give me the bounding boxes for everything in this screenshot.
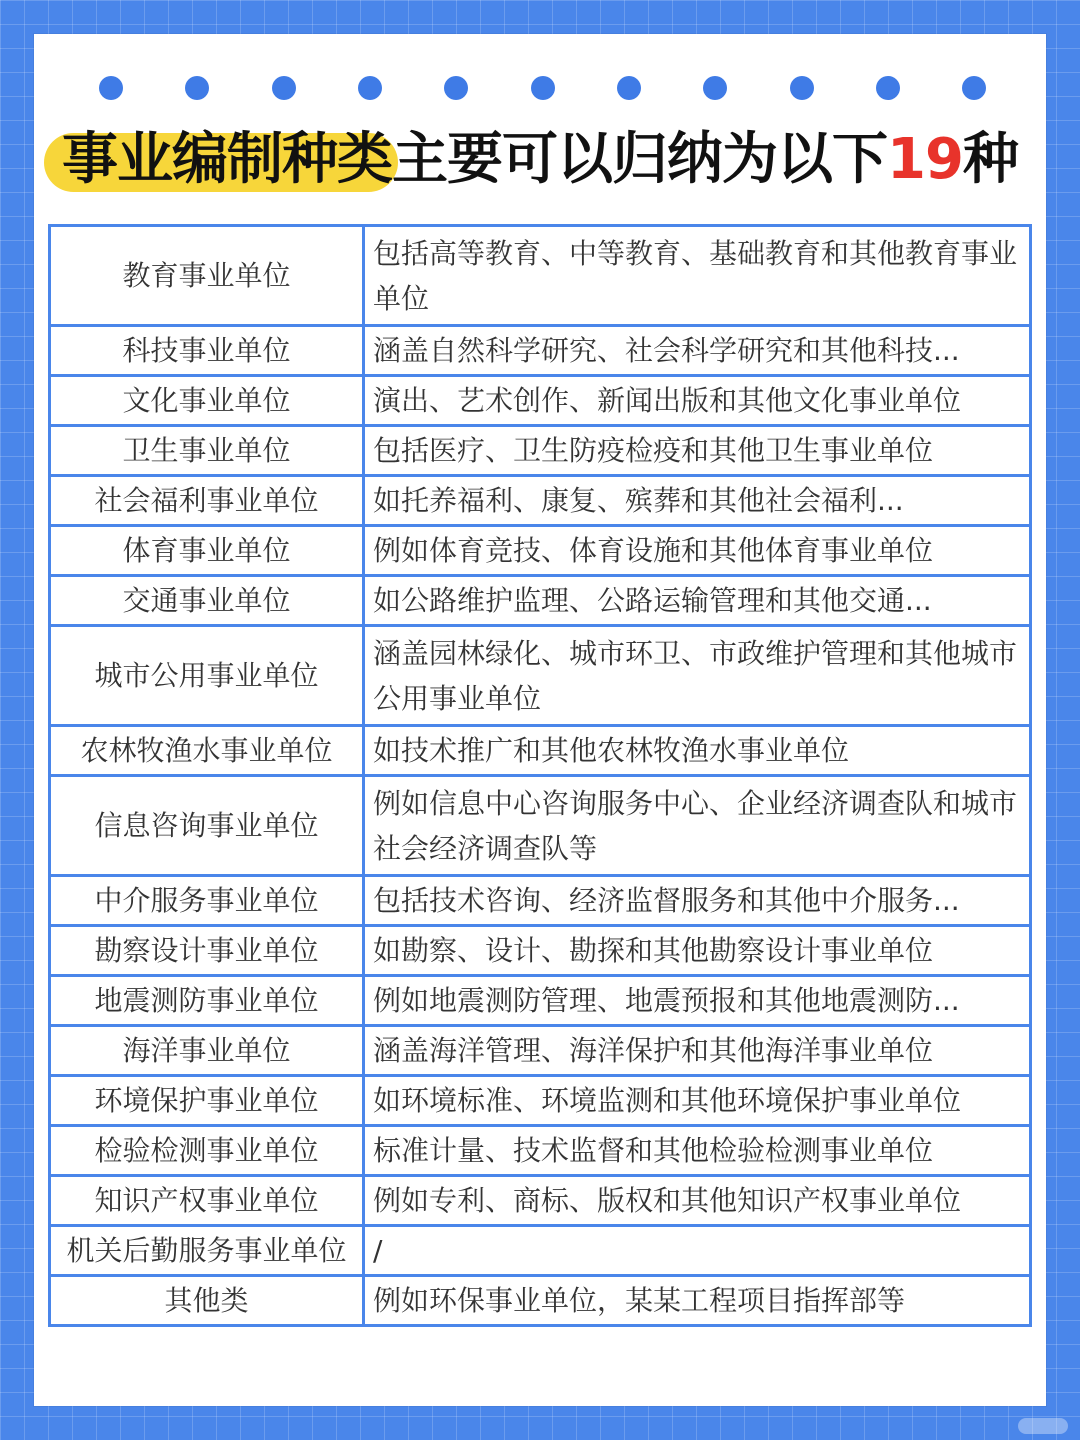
binder-dot	[358, 76, 382, 100]
table-row	[50, 1176, 1031, 1226]
category-name: 中介服务事业单位	[50, 876, 364, 926]
category-name: 海洋事业单位	[50, 1026, 364, 1076]
category-description: 如技术推广和其他农林牧渔水事业单位	[364, 726, 1031, 776]
category-description: 如托养福利、康复、殡葬和其他社会福利...	[364, 476, 1031, 526]
watermark-badge	[1018, 1418, 1068, 1434]
category-description: 如勘察、设计、勘探和其他勘察设计事业单位	[364, 926, 1031, 976]
binder-dots	[34, 76, 1046, 100]
table-row	[50, 526, 1031, 576]
binder-dot	[703, 76, 727, 100]
category-description: 涵盖海洋管理、海洋保护和其他海洋事业单位	[364, 1026, 1031, 1076]
category-name: 社会福利事业单位	[50, 476, 364, 526]
category-description: 例如专利、商标、版权和其他知识产权事业单位	[364, 1176, 1031, 1226]
category-name: 体育事业单位	[50, 526, 364, 576]
content-card	[34, 34, 1046, 1406]
category-description: 包括技术咨询、经济监督服务和其他中介服务...	[364, 876, 1031, 926]
category-name: 教育事业单位	[50, 226, 364, 326]
category-name: 勘察设计事业单位	[50, 926, 364, 976]
category-name: 地震测防事业单位	[50, 976, 364, 1026]
title-number: 19	[887, 127, 963, 192]
category-name: 科技事业单位	[50, 326, 364, 376]
category-name: 交通事业单位	[50, 576, 364, 626]
binder-dot	[790, 76, 814, 100]
category-description: 包括医疗、卫生防疫检疫和其他卫生事业单位	[364, 426, 1031, 476]
category-description: 标准计量、技术监督和其他检验检测事业单位	[364, 1126, 1031, 1176]
category-description: 例如地震测防管理、地震预报和其他地震测防...	[364, 976, 1031, 1026]
table-row	[50, 426, 1031, 476]
category-name: 其他类	[50, 1276, 364, 1326]
table-row	[50, 626, 1031, 726]
category-description: 例如环保事业单位，某某工程项目指挥部等	[364, 1276, 1031, 1326]
table-row	[50, 576, 1031, 626]
category-description: 如环境标准、环境监测和其他环境保护事业单位	[364, 1076, 1031, 1126]
table-row	[50, 1276, 1031, 1326]
title-suffix: 种	[962, 127, 1018, 192]
table-row	[50, 976, 1031, 1026]
category-name: 检验检测事业单位	[50, 1126, 364, 1176]
category-name: 机关后勤服务事业单位	[50, 1226, 364, 1276]
category-description: 例如体育竞技、体育设施和其他体育事业单位	[364, 526, 1031, 576]
title-highlight: 事业编制种类	[62, 127, 393, 192]
category-name: 信息咨询事业单位	[50, 776, 364, 876]
table-row	[50, 1126, 1031, 1176]
category-name: 环境保护事业单位	[50, 1076, 364, 1126]
binder-dot	[185, 76, 209, 100]
binder-dot	[876, 76, 900, 100]
category-description: 演出、艺术创作、新闻出版和其他文化事业单位	[364, 376, 1031, 426]
binder-dot	[531, 76, 555, 100]
binder-dot	[272, 76, 296, 100]
table-row	[50, 726, 1031, 776]
page-title	[34, 122, 1046, 198]
table-row	[50, 876, 1031, 926]
binder-dot	[617, 76, 641, 100]
category-description: 涵盖自然科学研究、社会科学研究和其他科技...	[364, 326, 1031, 376]
table-row	[50, 1026, 1031, 1076]
table-row	[50, 776, 1031, 876]
binder-dot	[444, 76, 468, 100]
table-row	[50, 226, 1031, 326]
binder-dot	[962, 76, 986, 100]
category-table	[48, 224, 1032, 1327]
table-row	[50, 326, 1031, 376]
title-middle: 主要可以归纳为以下	[392, 127, 888, 192]
category-description: 如公路维护监理、公路运输管理和其他交通...	[364, 576, 1031, 626]
category-name: 农林牧渔水事业单位	[50, 726, 364, 776]
category-name: 知识产权事业单位	[50, 1176, 364, 1226]
category-description: 例如信息中心咨询服务中心、企业经济调查队和城市社会经济调查队等	[364, 776, 1031, 876]
category-name: 城市公用事业单位	[50, 626, 364, 726]
category-name: 卫生事业单位	[50, 426, 364, 476]
binder-dot	[99, 76, 123, 100]
category-description: 涵盖园林绿化、城市环卫、市政维护管理和其他城市公用事业单位	[364, 626, 1031, 726]
table-row	[50, 376, 1031, 426]
category-description: 包括高等教育、中等教育、基础教育和其他教育事业单位	[364, 226, 1031, 326]
category-name: 文化事业单位	[50, 376, 364, 426]
table-row	[50, 1226, 1031, 1276]
table-row	[50, 926, 1031, 976]
table-row	[50, 1076, 1031, 1126]
category-description: /	[364, 1226, 1031, 1276]
table-row	[50, 476, 1031, 526]
